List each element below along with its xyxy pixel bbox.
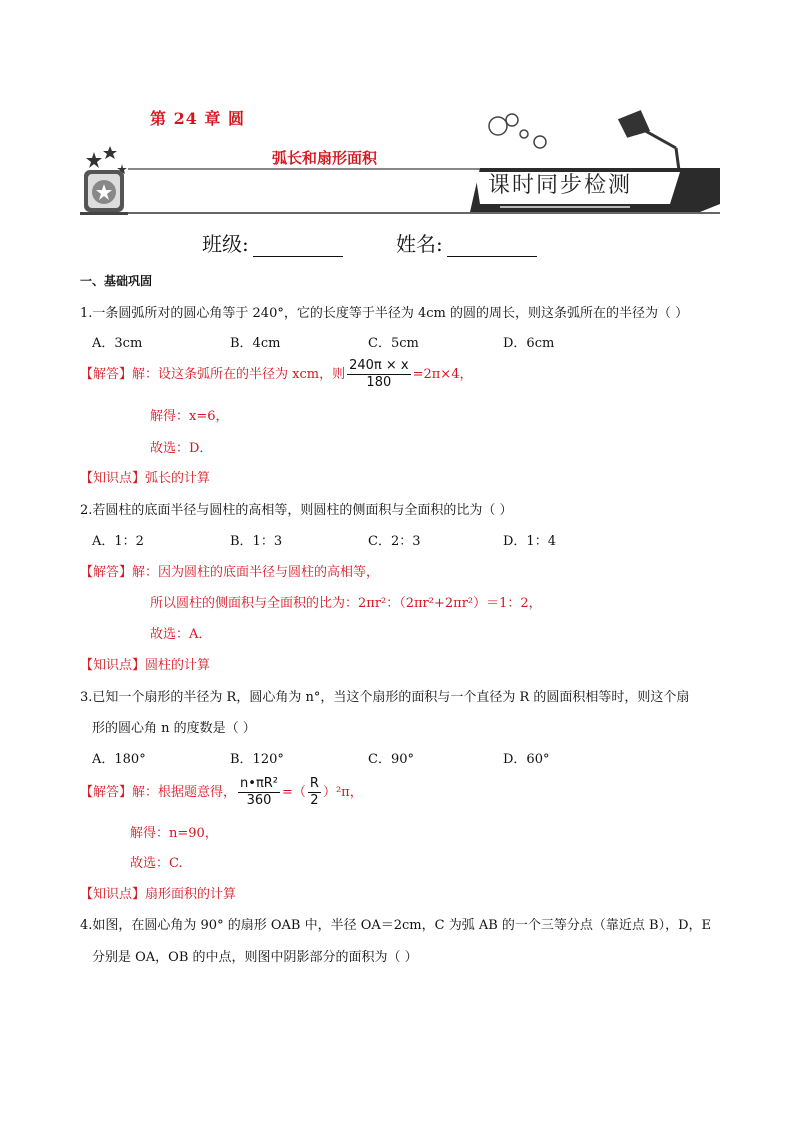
class-field bbox=[202, 228, 343, 257]
q1-answer-lead: 解：设这条弧所在的半径为 xcm，则 bbox=[132, 367, 346, 382]
kp-tag: 【知识点】 bbox=[80, 471, 146, 486]
section-heading: 一、基础巩固 bbox=[80, 274, 153, 288]
q3-solve: 解得：n=90， bbox=[130, 826, 218, 841]
question-4-stem-line1: 4.如图，在圆心角为 90° 的扇形 OAB 中，半径 OA＝2cm，C 为弧 AB 的一个三等分点（靠近点 B），D，E bbox=[80, 918, 712, 933]
star-icon bbox=[86, 146, 127, 174]
q1-option-d: D．6cm bbox=[503, 336, 555, 351]
q3-option-c: C．90° bbox=[368, 752, 414, 767]
q3-option-d: D．60° bbox=[503, 752, 550, 767]
q1-frac-num: 240π × x bbox=[349, 358, 409, 373]
q2-option-d: D．1：4 bbox=[503, 534, 556, 549]
q1-knowledge bbox=[80, 467, 210, 486]
name-label: 姓名: bbox=[396, 232, 443, 256]
q2-answer-line2: 所以圆柱的侧面积与全面积的比为：2πr²：（2πr²+2πr²）＝1：2， bbox=[150, 596, 542, 611]
q3-mid: =（ bbox=[282, 785, 306, 800]
q1-option-c: C．5cm bbox=[368, 336, 419, 351]
q3-answer-tail: ）²π， bbox=[322, 785, 363, 800]
dotted-trim bbox=[500, 206, 630, 208]
chapter-title: 第 24 章 圆 bbox=[150, 109, 245, 128]
q2-answer-line1: 解：因为圆柱的底面半径与圆柱的高相等， bbox=[132, 565, 380, 580]
banner-title: 课时同步检测 bbox=[488, 173, 633, 198]
q3-frac-num: n•πR² bbox=[240, 776, 279, 791]
q3-small-fraction bbox=[308, 776, 321, 809]
kp-tag: 【知识点】 bbox=[80, 658, 146, 673]
answer-tag: 【解答】 bbox=[80, 367, 133, 382]
name-field bbox=[396, 228, 537, 257]
q1-fraction bbox=[347, 358, 411, 391]
bubble-icon bbox=[489, 114, 546, 148]
q3-kp-text: 扇形面积的计算 bbox=[145, 887, 237, 902]
q2-knowledge bbox=[80, 654, 210, 673]
q1-frac-den: 180 bbox=[366, 375, 392, 390]
q2-choice: 故选：A． bbox=[150, 627, 212, 642]
question-3-stem-line2: 形的圆心角 n 的度数是（ ） bbox=[92, 721, 256, 736]
name-blank[interactable] bbox=[447, 238, 537, 257]
question-4-stem-line2: 分别是 OA，OB 的中点，则图中阴影部分的面积为（ ） bbox=[92, 950, 418, 965]
lesson-title: 弧长和扇形面积 bbox=[272, 149, 378, 167]
q1-solve: 解得：x=6， bbox=[150, 409, 229, 424]
q3-choice: 故选：C. bbox=[130, 856, 183, 871]
q3-option-a: A．180° bbox=[92, 752, 146, 767]
class-label: 班级: bbox=[202, 232, 249, 256]
answer-tag: 【解答】 bbox=[80, 565, 133, 580]
question-1-stem: 1.一条圆弧所对的圆心角等于 240°，它的长度等于半径为 4cm 的圆的周长，则这条弧所在的半径为（ ） bbox=[80, 306, 689, 321]
q3-fraction bbox=[238, 776, 280, 809]
q2-answer bbox=[80, 561, 379, 580]
q2-kp-text: 圆柱的计算 bbox=[145, 658, 211, 673]
answer-tag: 【解答】 bbox=[80, 785, 133, 800]
q1-option-a: A．3cm bbox=[92, 336, 143, 351]
question-2-stem: 2.若圆柱的底面半径与圆柱的高相等，则圆柱的侧面积与全面积的比为（ ） bbox=[80, 503, 513, 518]
kp-tag: 【知识点】 bbox=[80, 887, 146, 902]
question-3-stem-line1: 3.已知一个扇形的半径为 R，圆心角为 n°，当这个扇形的面积与一个直径为 R 的圆面积相等时，则这个扇 bbox=[80, 690, 690, 705]
class-blank[interactable] bbox=[253, 238, 343, 257]
q1-answer-tail: =2π×4， bbox=[412, 367, 473, 382]
q3-answer-lead: 解：根据题意得， bbox=[132, 785, 237, 800]
q2-option-a: A．1：2 bbox=[92, 534, 144, 549]
q3-small-num: R bbox=[309, 776, 319, 791]
q1-option-b: B．4cm bbox=[230, 336, 281, 351]
q3-frac-den: 360 bbox=[246, 793, 272, 808]
q1-kp-text: 弧长的计算 bbox=[145, 471, 211, 486]
badge-icon bbox=[80, 170, 128, 215]
q3-small-den: 2 bbox=[310, 793, 319, 808]
q2-option-c: C．2：3 bbox=[368, 534, 421, 549]
q3-knowledge bbox=[80, 883, 236, 902]
q2-option-b: B．1：3 bbox=[230, 534, 283, 549]
q3-option-b: B．120° bbox=[230, 752, 284, 767]
q1-answer bbox=[80, 358, 472, 391]
q3-answer bbox=[80, 776, 363, 809]
q1-choice: 故选：D． bbox=[150, 441, 213, 456]
